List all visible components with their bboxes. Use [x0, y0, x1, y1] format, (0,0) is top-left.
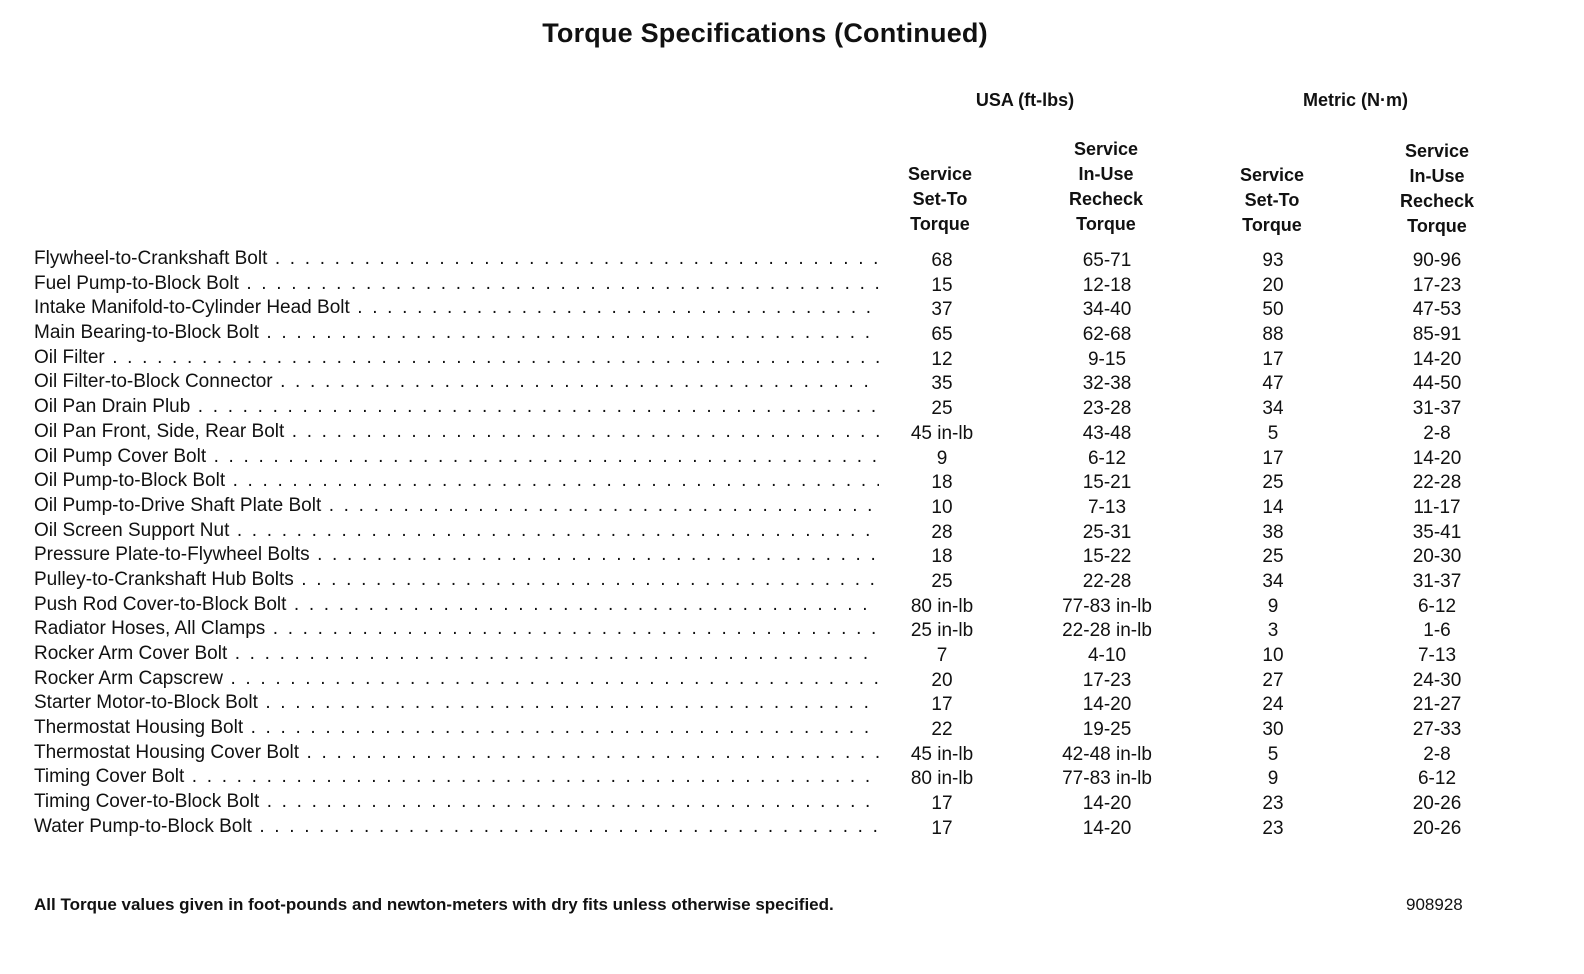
usa-set-to-value: 9 — [936, 447, 948, 469]
metric-recheck-value: 47-53 — [1412, 299, 1462, 321]
usa-set-to-value: 17 — [931, 793, 953, 815]
usa-recheck-value: 17-23 — [1082, 669, 1132, 691]
usa-set-to-value: 18 — [931, 546, 953, 568]
usa-set-to-value: 12 — [931, 348, 953, 370]
table-row — [34, 494, 1534, 519]
row-item-label: Oil Pump-to-Block Bolt . . . — [34, 469, 879, 494]
metric-recheck-column-header: Service In-Use Recheck Torque — [1399, 141, 1475, 236]
usa-set-to-value: 68 — [931, 250, 953, 271]
metric-recheck-value: 14-20 — [1412, 447, 1462, 469]
usa-set-to-value: 15 — [931, 274, 953, 296]
usa-set-to-value: 25 — [931, 398, 953, 420]
table-row — [34, 765, 1534, 790]
usa-set-to-value: 17 — [931, 817, 953, 839]
metric-set-to-value: 14 — [1262, 496, 1284, 518]
usa-recheck-value: 15-21 — [1082, 472, 1132, 494]
metric-recheck-value: 2-8 — [1423, 743, 1451, 765]
metric-recheck-value: 2-8 — [1423, 422, 1451, 444]
table-row — [34, 815, 1534, 840]
row-item-label: Oil Pump Cover Bolt . . . — [34, 445, 879, 470]
usa-recheck-value: 9-15 — [1087, 348, 1127, 370]
metric-recheck-value: 27-33 — [1412, 719, 1462, 741]
metric-recheck-value: 44-50 — [1412, 373, 1462, 395]
row-item-label: Flywheel-to-Crankshaft Bolt . . . — [34, 247, 879, 272]
usa-set-to-column-header: Service Set-To Torque — [907, 164, 973, 234]
row-item-label: Timing Cover Bolt . . . — [34, 765, 879, 790]
usa-set-to-value: 20 — [931, 669, 953, 691]
table-row — [34, 296, 1534, 321]
usa-recheck-value: 23-28 — [1082, 398, 1132, 420]
metric-set-to-value: 9 — [1267, 768, 1279, 790]
table-row — [34, 346, 1534, 371]
metric-recheck-value: 20-26 — [1412, 817, 1462, 839]
table-row — [34, 568, 1534, 593]
metric-recheck-value: 20-26 — [1412, 793, 1462, 815]
table-row — [34, 445, 1534, 470]
row-item-label: Intake Manifold-to-Cylinder Head Bolt . . . — [34, 296, 879, 321]
row-item-label: Main Bearing-to-Block Bolt . . . — [34, 321, 879, 346]
metric-set-to-value: 24 — [1262, 694, 1284, 716]
metric-set-to-value: 25 — [1262, 546, 1284, 568]
table-row — [34, 519, 1534, 544]
metric-recheck-value: 1-6 — [1423, 620, 1451, 642]
metric-recheck-value: 85-91 — [1412, 324, 1462, 346]
table-row — [34, 543, 1534, 568]
usa-recheck-value: 4-10 — [1087, 645, 1127, 666]
usa-set-to-value: 7 — [936, 645, 948, 666]
usa-recheck-value: 14-20 — [1082, 817, 1132, 839]
row-item-label: Oil Pump-to-Drive Shaft Plate Bolt . . . — [34, 494, 879, 519]
metric-units-header: Metric (N·m) — [1302, 90, 1408, 110]
table-row — [34, 272, 1534, 297]
metric-recheck-value: 22-28 — [1412, 472, 1462, 494]
metric-set-to-value: 27 — [1262, 669, 1284, 691]
usa-recheck-value: 77-83 in-lb — [1062, 768, 1152, 790]
row-item-label: Oil Filter . . . — [34, 346, 879, 371]
table-row — [34, 716, 1534, 741]
row-item-label: Oil Pan Drain Plub . . . — [34, 395, 879, 420]
usa-set-to-value: 18 — [931, 472, 953, 494]
row-item-label: Push Rod Cover-to-Block Bolt . . . — [34, 593, 879, 618]
metric-recheck-value: 35-41 — [1412, 521, 1462, 543]
usa-set-to-value: 45 in-lb — [910, 743, 974, 765]
row-item-label: Starter Motor-to-Block Bolt . . . — [34, 691, 879, 716]
metric-set-to-value: 88 — [1262, 324, 1284, 346]
metric-set-to-value: 5 — [1267, 743, 1279, 765]
table-row — [34, 420, 1534, 445]
metric-set-to-value: 38 — [1262, 521, 1284, 543]
metric-recheck-value: 24-30 — [1412, 669, 1462, 691]
metric-set-to-value: 34 — [1262, 398, 1284, 420]
row-item-label: Timing Cover-to-Block Bolt . . . — [34, 790, 879, 815]
usa-units-header: USA (ft-lbs) — [975, 90, 1075, 110]
table-row — [34, 247, 1534, 272]
usa-recheck-value: 22-28 in-lb — [1062, 620, 1152, 642]
row-item-label: Oil Screen Support Nut . . . — [34, 519, 879, 544]
metric-recheck-value: 90-96 — [1412, 250, 1462, 271]
usa-recheck-value: 19-25 — [1082, 719, 1132, 741]
usa-set-to-value: 25 — [931, 570, 953, 592]
table-row — [34, 642, 1534, 667]
usa-recheck-value: 62-68 — [1082, 324, 1132, 346]
usa-recheck-value: 34-40 — [1082, 299, 1132, 321]
row-item-label: Oil Filter-to-Block Connector . . . — [34, 370, 879, 395]
metric-recheck-value: 6-12 — [1417, 768, 1457, 790]
page-title: Torque Specifications (Continued) — [542, 18, 988, 48]
table-row — [34, 667, 1534, 692]
usa-recheck-value: 12-18 — [1082, 274, 1132, 296]
metric-recheck-value: 31-37 — [1412, 570, 1462, 592]
usa-set-to-value: 10 — [931, 496, 953, 518]
footnote: All Torque values given in foot-pounds and newton-meters with dry fits unless otherwise specified. — [34, 895, 834, 914]
usa-recheck-value: 65-71 — [1082, 250, 1132, 271]
metric-recheck-value: 11-17 — [1413, 496, 1461, 518]
usa-set-to-value: 17 — [931, 694, 953, 716]
usa-recheck-value: 15-22 — [1082, 546, 1132, 568]
usa-set-to-value: 45 in-lb — [910, 422, 974, 444]
usa-recheck-value: 25-31 — [1082, 521, 1132, 543]
metric-set-to-value: 17 — [1262, 348, 1284, 370]
usa-recheck-value: 14-20 — [1082, 793, 1132, 815]
table-row — [34, 741, 1534, 766]
usa-recheck-value: 6-12 — [1087, 447, 1127, 469]
row-item-label: Radiator Hoses, All Clamps . . . — [34, 617, 879, 642]
metric-set-to-value: 47 — [1262, 373, 1284, 395]
metric-recheck-value: 17-23 — [1412, 274, 1462, 296]
usa-set-to-value: 80 in-lb — [910, 595, 974, 617]
metric-set-to-value: 17 — [1262, 447, 1284, 469]
metric-recheck-value: 20-30 — [1412, 546, 1462, 568]
row-item-label: Rocker Arm Cover Bolt . . . — [34, 642, 879, 667]
metric-set-to-column-header: Service Set-To Torque — [1239, 165, 1305, 235]
metric-set-to-value: 3 — [1267, 620, 1279, 642]
metric-set-to-value: 9 — [1267, 595, 1279, 617]
usa-set-to-value: 35 — [931, 373, 953, 395]
usa-recheck-value: 42-48 in-lb — [1062, 743, 1152, 765]
row-item-label: Thermostat Housing Cover Bolt . . . — [34, 741, 879, 766]
table-row — [34, 790, 1534, 815]
document-number: 908928 — [1406, 895, 1463, 914]
table-row — [34, 691, 1534, 716]
metric-recheck-value: 7-13 — [1417, 645, 1457, 666]
usa-recheck-value: 43-48 — [1082, 422, 1132, 444]
metric-set-to-value: 23 — [1262, 793, 1284, 815]
table-row — [34, 321, 1534, 346]
table-row — [34, 617, 1534, 642]
metric-set-to-value: 30 — [1262, 719, 1284, 741]
metric-set-to-value: 5 — [1267, 422, 1279, 444]
usa-set-to-value: 37 — [931, 299, 953, 321]
usa-set-to-value: 22 — [931, 719, 953, 741]
metric-recheck-value: 6-12 — [1417, 595, 1457, 617]
metric-recheck-value: 21-27 — [1412, 694, 1462, 716]
table-row — [34, 469, 1534, 494]
metric-set-to-value: 23 — [1262, 817, 1284, 839]
table-row — [34, 593, 1534, 618]
metric-recheck-value: 14-20 — [1412, 348, 1462, 370]
row-item-label: Water Pump-to-Block Bolt . . . — [34, 815, 879, 840]
metric-set-to-value: 50 — [1262, 299, 1284, 321]
usa-set-to-value: 65 — [931, 324, 953, 346]
metric-set-to-value: 20 — [1262, 274, 1284, 296]
metric-set-to-value: 34 — [1262, 570, 1284, 592]
row-item-label: Oil Pan Front, Side, Rear Bolt . . . — [34, 420, 879, 445]
metric-set-to-value: 10 — [1262, 645, 1284, 666]
usa-recheck-value: 14-20 — [1082, 694, 1132, 716]
row-item-label: Fuel Pump-to-Block Bolt . . . — [34, 272, 879, 297]
row-item-label: Pressure Plate-to-Flywheel Bolts . . . — [34, 543, 879, 568]
row-item-label: Thermostat Housing Bolt . . . — [34, 716, 879, 741]
metric-recheck-value: 31-37 — [1412, 398, 1462, 420]
usa-recheck-value: 77-83 in-lb — [1062, 595, 1152, 617]
usa-set-to-value: 28 — [931, 521, 953, 543]
usa-set-to-value: 25 in-lb — [910, 620, 974, 642]
usa-recheck-column-header: Service In-Use Recheck Torque — [1068, 139, 1144, 234]
metric-set-to-value: 25 — [1262, 472, 1284, 494]
row-item-label: Pulley-to-Crankshaft Hub Bolts . . . — [34, 568, 879, 593]
table-row — [34, 370, 1534, 395]
table-row — [34, 395, 1534, 420]
usa-recheck-value: 22-28 — [1082, 570, 1132, 592]
usa-recheck-value: 32-38 — [1082, 373, 1132, 395]
metric-set-to-value: 93 — [1262, 250, 1284, 271]
row-item-label: Rocker Arm Capscrew . . . — [34, 667, 879, 692]
usa-recheck-value: 7-13 — [1087, 496, 1127, 518]
torque-spec-table — [34, 247, 1534, 840]
usa-set-to-value: 80 in-lb — [910, 768, 974, 790]
